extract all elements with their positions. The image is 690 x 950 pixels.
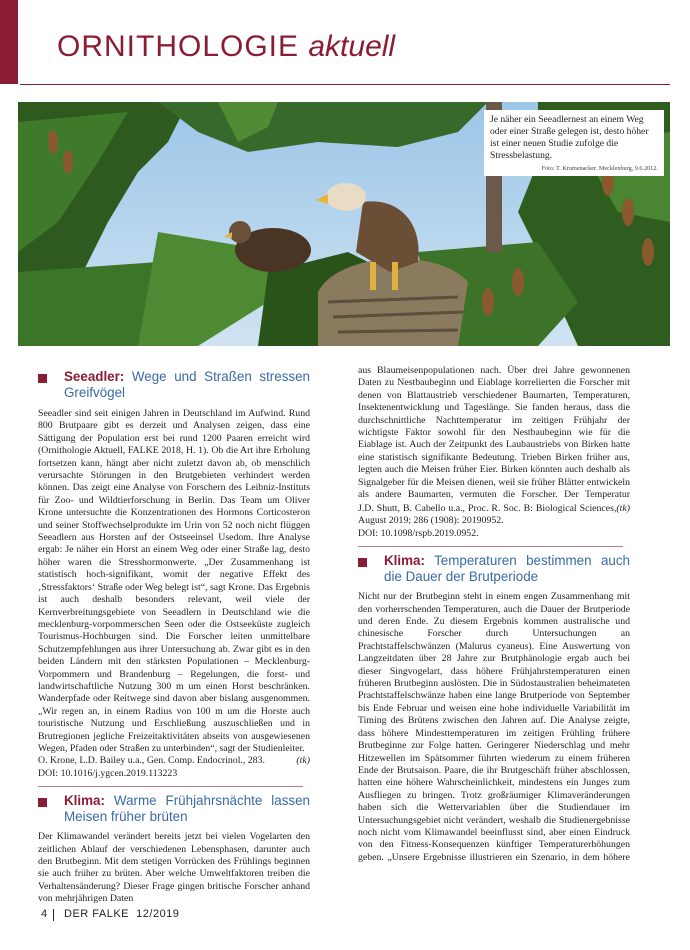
article-title: Warme Frühjahrsnächte lassen Meisen früher brüten [64, 793, 310, 825]
article-author-line [38, 755, 310, 780]
heading-square-icon [38, 374, 47, 383]
article-body-part-1: Der Klimawandel verändert bereits jetzt bei vielen Vogelarten den zeitlichen Ablauf der verschiedenen Lebensphasen, darunter auch den Brutbeginn. Mit dem stetigen Vorrücken des Frühlings beginnen sie auch früher zu brüten. Aber welche Umweltfaktoren treiben die Verhaltensänderung? Dieser Frage gingen britische Forscher anhand von mehrjährigen Daten [38, 831, 310, 904]
right-column [358, 365, 630, 863]
article-title: Wege und Straßen stressen Greifvögel [64, 369, 310, 400]
heading-square-icon [38, 798, 47, 807]
header-divider [20, 84, 670, 85]
header-accent-bar [0, 0, 18, 84]
eagle-photo [18, 102, 670, 346]
article-author-line [358, 503, 630, 540]
photo-credit: Foto: T. Krumenacker. Mecklenburg, 9.6.2012. [541, 165, 658, 172]
magazine-issue: 12/2019 [136, 908, 180, 920]
article-keyword: Klima: [384, 553, 425, 569]
article-body: Nicht nur der Brutbeginn steht in einem engen Zusammenhang mit den vorherrschenden Temperaturen, auch die Dauer der Brutperiode und deren Ende. Zu diesem Ergebnis kommen australische und chinesische Forscher durch Untersuchungen an Prachtstaffelschwänzen (Malurus cyaneus). Eine Auswertung von Langzeitdaten über 28 Jahre zur Brutphänologie ergab auch bei dieser Singvogelart, dass höhere Frühjahrstemperaturen einen früheren Brutbeginn auslösten. Die in Südostaustralien beheimateten Prachtstaffelschwänze haben eine lange Brutperiode von September bis Ende Februar und weisen eine hohe individuelle Variabilität im Timing des Brütens zwischen den Jahren auf. Die Analyse zeigte, dass höhere Mindesttemperaturen im zeitigen Frühling frühere Brutbeginne zur Folge hatten. Geringerer Niederschlag und mehr Hitzewellen im Spätsommer führten wiederum zu einem früheren Ende der Brutsaison. Paare, die ihr Brutgeschäft früher abschlossen, hatten eine höhere Wahrscheinlichkeit, mindestens ein Junges zum Ausfliegen zu bringen. Trotz großräumiger Klimaveränderungen haben sich die Wettervariablen über die Studiendauer im Untersuchungsgebiet nicht verändert, weshalb die Studienergebnisse noch nicht vom Klimawandel beeinflusst sind, aber einen Eindruck von den Fitness-Konsequenzen künftiger Temperaturerhöhungen geben. „Unsere Ergebnisse illustrieren ein Szenario, in dem höhere [358, 591, 630, 863]
magazine-info [64, 908, 179, 920]
article-title: Temperaturen bestimmen auch die Dauer der Brutperiode [384, 553, 630, 585]
article-doi: DOI: 10.1098/rspb.2019.0952. [358, 527, 479, 539]
article-keyword: Seeadler: [64, 369, 125, 384]
article-divider [38, 786, 303, 787]
article-heading [38, 793, 310, 825]
article-heading [358, 553, 630, 585]
article-keyword: Klima: [64, 793, 105, 809]
article-source: O. Krone, L.D. Bailey u.a., Gen. Comp. Endocrinol., 283. [38, 755, 265, 767]
photo-caption-box [484, 110, 664, 176]
footer-divider [53, 909, 54, 921]
article-author: (tk) [296, 755, 310, 767]
article-heading [38, 369, 310, 401]
article-doi: DOI: 10.1016/j.ygcen.2019.113223 [38, 767, 178, 779]
article-source: J.D. Shutt, B. Cabello u.a., Proc. R. Soc. B: Biological Sciences, August 2019; 286 (1908): 20190952. [358, 503, 617, 527]
article-body: Seeadler sind seit einigen Jahren in Deutschland im Aufwind. Rund 800 Brutpaare gibt es derzeit und Analysen zeigen, dass eine Sättigung der Population erst bei rund 1200 Paaren erreicht wird (Ornithologie Aktuell, FALKE 2018, H. 1). Ob die Art ihre Erholung fortsetzen kann, hängt aber nicht zuletzt davon ab, ob menschlich verursachte Störungen in den Brutgebieten verhindert werden können. Das zeigt eine Analyse von Forschern des Leibniz-Instituts für Zoo- und Wildtierforschung in Berlin. Das Team um Oliver Krone untersuchte die Konzentrationen des Hormons Corticosteron und seiner Stoffwechselprodukte im Urin von 52 noch nicht flüggen Seeadlern aus Horsten auf der Ostseeinsel Usedom. Ihre Analyse ergab: Je näher ein Horst an einem Weg oder einer Straße lag, desto höher waren die Stresshormonwerte. „Der Zusammenhang ist statistisch hoch-signifikant, womit der negative Effekt des ‚Stressfaktors‘ Straße oder Weg belegt ist“, sagt Krone. Das Ergebnis ist auch deshalb besonders relevant, weil viele der Kernverbreitungsgebiete von Seeadlern in Deutschland wie die mecklenburg-vorpommerschen Seen oder die Ostseeküste zugleich Tourismus-Hochburgen sind. Die Forscher leiten unmittelbare Schutzempfehlungen aus ihrer Untersuchung ab. Zwar gibt es in den beiden Ländern mit den stärksten Populationen – Mecklenburg-Vorpommern und Brandenburg – Regelungen, die forst- und landwirtschaftliche Nutzung 300 m um einen Horst beschränken. Wanderpfade oder Reitwege sind davon aber bislang ausgenommen. „Wir regen an, in einem Radius von 100 m um die Horste auch touristische Nutzung und Erschließung auszuschließen und in Brutregionen jegliche Freizeitaktivitäten abseits von ausgewiesenen Wegen, Pfaden oder Straßen zu unterbinden“, sagt der Studienleiter. [38, 408, 310, 754]
article-author: (tk) [616, 503, 630, 514]
article-body-part-2: aus Blaumeisenpopulationen nach. Über drei Jahre gewonnenen Daten zu Nestbaubeginn und Eiablage korrelierten die Forscher mit denen von Blattaustrieb verschiedener Baumarten, Temperaturen, Insektenentwicklung und Tageslänge. Sie fanden heraus, dass die durchschnittliche Nachttemperatur im zeitigen Frühjahr der wichtigste Faktor sowohl für den Nestbaubeginn wie für die Eiablage ist. Auch der Zeitpunkt des Laubaustriebs von Birken hatte eine statistisch signifikante Bedeutung. Trieben Birken früher aus, legten auch die Meisen früher Eier. Birken könnten auch deshalb als Signalgeber für die Meisen dienen, weil sie früher Blätter entwickeln als andere Baumarten, vermuten die Forscher. Der Temperatur [358, 365, 630, 501]
page-number: 4 [41, 908, 48, 920]
heading-square-icon [358, 558, 367, 567]
section-title-main: ORNITHOLOGIE [57, 30, 300, 63]
photo-caption: Je näher ein Seeadlernest an einem Weg oder einer Straße gelegen ist, desto höher ist einer neuen Studie zufolge die Stressbelastung. [490, 114, 649, 161]
article-divider [358, 546, 623, 547]
magazine-name: DER FALKE [64, 908, 130, 920]
left-column [38, 369, 310, 903]
section-title [57, 30, 395, 64]
section-title-accent: aktuell [308, 30, 396, 63]
